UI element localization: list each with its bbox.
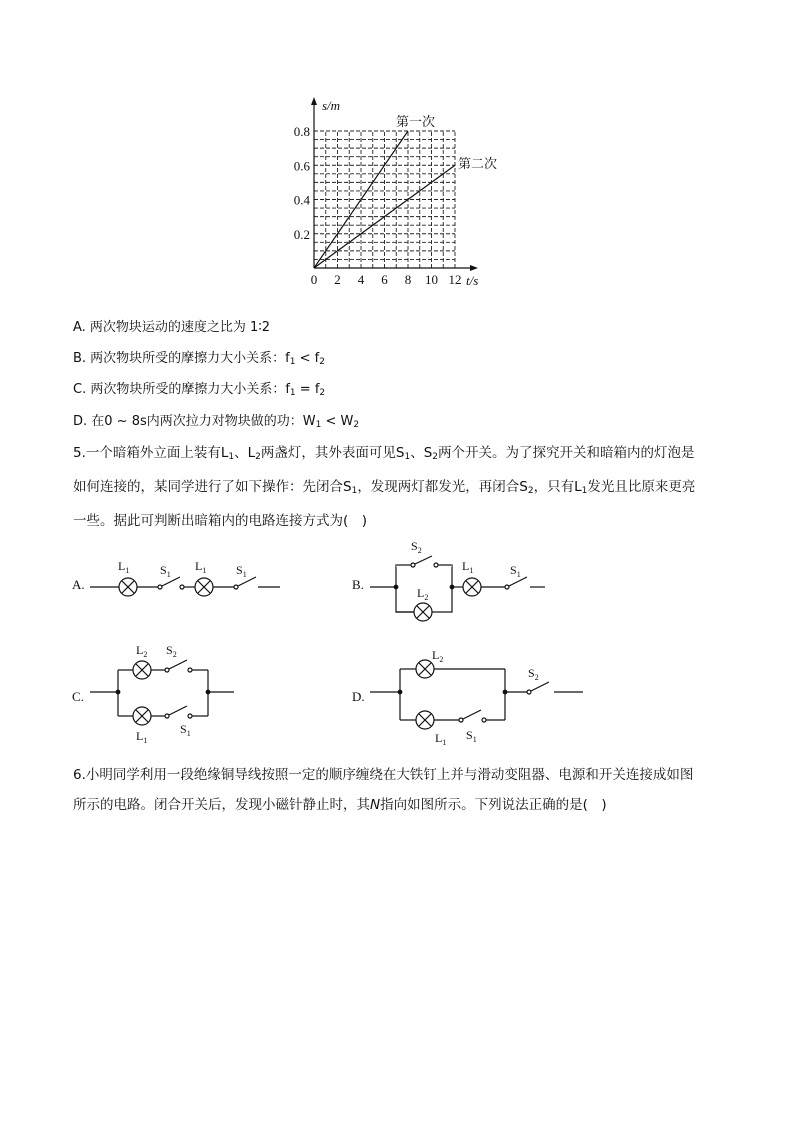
q4-option-b[interactable]: B. 两次物块所受的摩擦力大小关系：$f_1 < f_2$ [73, 351, 325, 367]
svg-text:S2: $S_2$ [411, 539, 422, 555]
y-axis-arrow-icon [311, 97, 317, 105]
q6-text [73, 760, 723, 820]
q5-line-3: 一些。据此可判断出暗箱内的电路连接方式为( ) [73, 513, 368, 529]
svg-text:L1: $L_1$ [462, 559, 474, 575]
q4-option-d[interactable]: D. 在0 ~ 8s内两次拉力对物块做的功：$W_1 < W_2$ [73, 414, 360, 430]
svg-text:S1: $S_1$ [160, 563, 171, 579]
x-tick-label: 0 [310, 272, 318, 287]
svg-text:S1: $S_1$ [510, 563, 521, 579]
circuit-options [0, 530, 794, 750]
y-tick-label: 0.4 [293, 192, 310, 208]
option-d-label: D. [352, 689, 365, 704]
svg-text:L1: $L_1$ [195, 559, 207, 575]
option-c-label: C. [72, 689, 84, 704]
series-label-first: 第一次 [396, 115, 436, 130]
y-tick-label: 0.2 [293, 226, 310, 242]
y-tick-label: 0.6 [293, 158, 310, 174]
x-tick-label: 4 [357, 272, 365, 287]
lamp-icon [133, 661, 151, 679]
svg-text:S2: $S_2$ [528, 666, 539, 682]
q4-option-c[interactable]: C. 两次物块所受的摩擦力大小关系：$f_1 = f_2$ [73, 382, 326, 398]
x-tick-label: 10 [425, 272, 438, 287]
lamp-icon [195, 578, 213, 596]
svg-text:S1: $S_1$ [180, 722, 191, 738]
q5-text [73, 438, 723, 536]
lamp-icon [416, 711, 434, 729]
lamp-icon [133, 707, 151, 725]
q5-line-2: 如何连接的，某同学进行了如下操作：先闭合$S_1$，发现两灯都发光，再闭合$S_2$，只有$L_1$发光且比原来更亮 [73, 479, 696, 496]
q6-line-1: 6.小明同学利用一段绝缘铜导线按照一定的顺序缠绕在大铁钉上并与滑动变阻器、电源和开关连接成如图 [73, 767, 694, 783]
circuit-a[interactable] [72, 559, 280, 596]
y-axis-label: s/m [322, 98, 341, 113]
svg-text:L2: $L_2$ [136, 643, 148, 659]
y-tick-label: 0.8 [293, 124, 310, 139]
option-b-label: B. [352, 577, 364, 592]
q5-line-1: 5.一个暗箱外立面上装有$L_1$、$L_2$两盏灯，其外表面可见$S_1$、$S_2$两个开关。为了探究开关和暗箱内的灯泡是 [73, 445, 695, 462]
q4-option-a[interactable]: A. 两次物块运动的速度之比为 1∶2 [73, 320, 270, 335]
lamp-icon [119, 578, 137, 596]
x-tick-label: 2 [334, 272, 341, 287]
circuit-c[interactable] [72, 643, 234, 745]
circuit-b[interactable] [352, 539, 545, 621]
graph-grid [314, 131, 455, 268]
svg-text:L1: $L_1$ [435, 731, 447, 747]
x-tick-label: 8 [404, 272, 412, 287]
svg-text:L2: $L_2$ [432, 648, 444, 664]
svg-text:S1: $S_1$ [466, 728, 477, 744]
circuit-d[interactable] [352, 648, 583, 747]
graph-axes [311, 97, 478, 271]
svg-text:L2: $L_2$ [417, 586, 429, 602]
svg-text:S1: $S_1$ [236, 563, 247, 579]
x-axis-arrow-icon [470, 265, 478, 271]
lamp-icon [416, 660, 434, 678]
x-tick-label: 6 [381, 272, 388, 287]
series-label-second: 第二次 [458, 157, 498, 172]
q6-line-2: 所示的电路。闭合开关后，发现小磁针静止时，其N指向如图所示。下列说法正确的是( ) [73, 797, 607, 813]
lamp-icon [414, 603, 432, 621]
position-time-graph [0, 0, 794, 300]
option-a-label: A. [72, 577, 85, 592]
lamp-icon [463, 578, 481, 596]
svg-text:L1: $L_1$ [118, 559, 130, 575]
x-tick-label: 12 [448, 272, 462, 287]
svg-text:S2: $S_2$ [166, 643, 177, 659]
x-axis-label: t/s [466, 273, 479, 288]
svg-text:L1: $L_1$ [136, 729, 148, 745]
